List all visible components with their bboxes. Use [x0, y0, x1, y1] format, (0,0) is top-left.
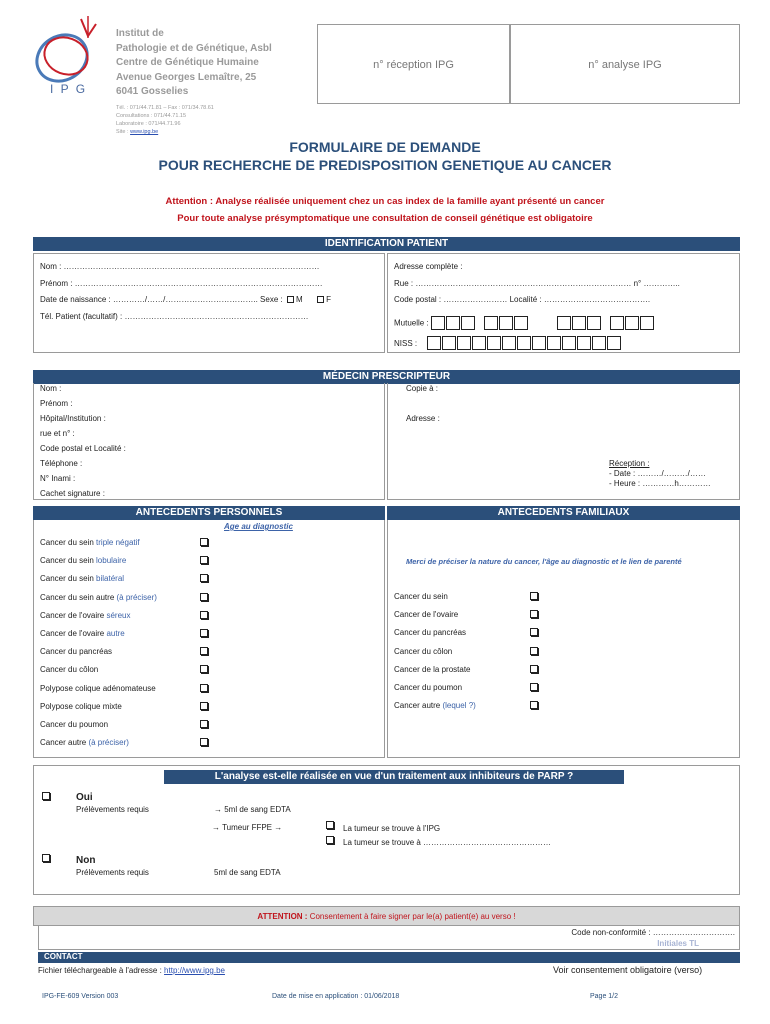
warning-line1: Attention : Analyse réalisée uniquement chez un cas index de la famille ayant présenté un cancer: [165, 196, 605, 207]
patient-tel-field[interactable]: Tél. Patient (facultatif) : ……………………………………………………………: [40, 312, 309, 321]
attention-text: Consentement à faire signer par le(a) patient(e) au verso !: [307, 912, 516, 921]
personnel-item: Cancer du sein bilatéral: [40, 574, 125, 584]
fichier-line: Fichier téléchargeable à l'adresse : http://www.ipg.be: [38, 966, 225, 975]
medecin-cachet-field[interactable]: Cachet signature :: [40, 489, 105, 498]
contact-block: [116, 104, 214, 136]
reception-stamp: [609, 459, 711, 489]
page-number: Page 1/2: [590, 993, 619, 1000]
personnel-item: Cancer de l'ovaire autre: [40, 629, 125, 638]
familial-checkbox[interactable]: [530, 665, 538, 673]
personnel-item: Cancer du pancréas: [40, 647, 113, 657]
fichier-link[interactable]: http://www.ipg.be: [164, 966, 225, 975]
tumeur-autre-field[interactable]: La tumeur se trouve à …………………………………………: [343, 838, 552, 847]
medecin-right-panel: [387, 383, 740, 500]
reception-label: n° réception IPG: [373, 59, 454, 71]
personnels-panel: [33, 520, 385, 758]
patient-codepostal-field[interactable]: Code postal : …………………… Localité : ………………………………….: [394, 295, 651, 304]
non-conformite-box: [38, 926, 740, 950]
institute-line: Pathologie et de Génétique, Asbl: [116, 42, 272, 54]
personnels-header: ANTECEDENTS PERSONNELS: [33, 506, 385, 520]
familial-item: Cancer autre (lequel ?): [394, 701, 476, 711]
familial-checkbox[interactable]: [530, 701, 538, 709]
contact-line: Laboratoire : 071/44.71.96: [116, 121, 181, 127]
warning-block: [0, 193, 770, 227]
personnel-item: Polypose colique adénomateuse: [40, 683, 156, 693]
familial-item: Cancer du sein: [394, 592, 448, 601]
institute-line: Institut de: [116, 28, 164, 39]
oui-sang: → 5ml de sang EDTA: [214, 805, 291, 814]
familial-item: Cancer de la prostate: [394, 664, 471, 674]
medecin-rue-field[interactable]: rue et n° :: [40, 429, 75, 438]
copie-adresse-field[interactable]: Adresse :: [406, 414, 440, 423]
institute-block: [116, 27, 272, 100]
personnel-item: Cancer autre (à préciser): [40, 738, 129, 748]
medecin-telephone-field[interactable]: Téléphone :: [40, 459, 83, 468]
date-application: Date de mise en application : 01/06/2018: [272, 993, 400, 1000]
warning-line2: Pour toute analyse présymptomatique une consultation de conseil génétique est obligatoire: [177, 213, 593, 224]
mutuelle-field[interactable]: Mutuelle :: [394, 316, 663, 330]
tumeur-ffpe: → Tumeur FFPE →: [212, 823, 283, 832]
contact-header: CONTACT: [38, 952, 740, 963]
personnel-item: Cancer du poumon: [40, 720, 109, 729]
personnel-checkbox[interactable]: [200, 647, 208, 655]
personnel-checkbox[interactable]: [200, 738, 208, 746]
analyse-label: n° analyse IPG: [588, 59, 662, 71]
niss-field[interactable]: NISS :: [394, 336, 622, 350]
personnel-checkbox[interactable]: [200, 556, 208, 564]
personnel-item: Cancer du sein autre (à préciser): [40, 592, 157, 602]
familial-checkbox[interactable]: [530, 683, 538, 691]
analyse-box: [510, 24, 740, 104]
personnel-checkbox[interactable]: [200, 665, 208, 673]
patient-adresse-label: Adresse complète :: [394, 262, 463, 271]
contact-line: Tél. : 071/44.71.81 – Fax : 071/34.78.61: [116, 105, 214, 111]
site-line: Site : www.ipg.be: [116, 129, 159, 135]
reception-date[interactable]: - Date : ………/………/……: [609, 469, 706, 478]
personnel-checkbox[interactable]: [200, 720, 208, 728]
personnel-checkbox[interactable]: [200, 538, 208, 546]
attention-banner: [33, 906, 740, 926]
non-checkbox[interactable]: [42, 854, 50, 862]
tumeur-ipg-label: La tumeur se trouve à l'IPG: [343, 824, 441, 833]
attention-bold: ATTENTION :: [257, 912, 308, 921]
institute-line: Centre de Génétique Humaine: [116, 57, 259, 68]
familial-checkbox[interactable]: [530, 628, 538, 636]
contact-line: Consultations : 071/44.71.15: [116, 113, 187, 119]
non-conformite-field[interactable]: Code non-conformité : ………………………….: [571, 928, 735, 937]
reception-title: Réception :: [609, 459, 650, 468]
familial-checkbox[interactable]: [530, 647, 538, 655]
medecin-prenom-field[interactable]: Prénom :: [40, 399, 73, 408]
parp-panel: [33, 765, 740, 895]
familial-item: Cancer de l'ovaire: [394, 610, 459, 620]
personnel-checkbox[interactable]: [200, 702, 208, 710]
familiaux-note: Merci de préciser la nature du cancer, l'âge au diagnostic et le lien de parenté: [406, 557, 682, 566]
patient-nom-field[interactable]: Nom : ……………………………………………………………………………………: [40, 262, 320, 271]
site-link[interactable]: www.ipg.be: [130, 129, 159, 135]
patient-naissance-field[interactable]: Date de naissance : …………/……/…………………………….. Sexe : M F: [40, 295, 331, 304]
patient-left-panel: [33, 253, 385, 353]
personnel-item: Cancer du sein lobulaire: [40, 556, 127, 566]
sexe-m-checkbox[interactable]: [287, 296, 294, 303]
patient-rue-field[interactable]: Rue : ……………………………………………………………………… n° …………..: [394, 279, 680, 288]
patient-right-panel: [387, 253, 740, 353]
non-label: Non: [76, 855, 96, 866]
medecin-hopital-field[interactable]: Hôpital/Institution :: [40, 414, 106, 423]
consentement-note: Voir consentement obligatoire (verso): [553, 965, 703, 975]
personnel-checkbox[interactable]: [200, 574, 208, 582]
non-prelevements: Prélèvements requis: [76, 868, 149, 877]
personnel-item: Cancer du côlon: [40, 665, 99, 675]
oui-checkbox[interactable]: [42, 792, 50, 800]
title-line1: FORMULAIRE DE DEMANDE: [289, 139, 481, 155]
logo: [26, 14, 106, 98]
institute-line: 6041 Gosselies: [116, 86, 189, 97]
copie-field[interactable]: Copie à :: [406, 384, 439, 393]
personnel-item: Polypose colique mixte: [40, 701, 122, 711]
reception-box: [317, 24, 510, 104]
sexe-f-checkbox[interactable]: [317, 296, 324, 303]
medecin-codepostal-field[interactable]: Code postal et Localité :: [40, 444, 126, 453]
parp-header: L'analyse est-elle réalisée en vue d'un traitement aux inhibiteurs de PARP ?: [164, 770, 624, 784]
personnel-item: Cancer du sein triple négatif: [40, 538, 140, 547]
medecin-inami-field[interactable]: N° Inami :: [40, 474, 76, 483]
version-label: IPG-FE-609 Version 003: [42, 993, 119, 1000]
age-diagnostic-label: Age au diagnostic: [224, 522, 293, 531]
familial-item: Cancer du pancréas: [394, 628, 467, 638]
patient-header: IDENTIFICATION PATIENT: [33, 237, 740, 251]
initiales-field[interactable]: Initiales TL: [657, 939, 699, 948]
patient-prenom-field[interactable]: Prénom : …………………………………………………………………………………: [40, 279, 323, 288]
personnel-checkbox[interactable]: [200, 684, 208, 692]
familial-checkbox[interactable]: [530, 610, 538, 618]
personnel-checkbox[interactable]: [200, 593, 208, 601]
non-sang: 5ml de sang EDTA: [214, 868, 281, 877]
form-title: [0, 138, 770, 174]
oui-prelevements: Prélèvements requis: [76, 805, 149, 814]
familial-item: Cancer du côlon: [394, 646, 453, 656]
medecin-nom-field[interactable]: Nom :: [40, 384, 62, 393]
title-line2: POUR RECHERCHE DE PREDISPOSITION GENETIQUE AU CANCER: [158, 157, 612, 173]
medecin-left-panel: [33, 383, 385, 500]
tumeur-ipg-checkbox[interactable]: [326, 821, 334, 829]
familiaux-header: ANTECEDENTS FAMILIAUX: [387, 506, 740, 520]
personnel-item: Cancer de l'ovaire séreux: [40, 610, 131, 620]
familial-item: Cancer du poumon: [394, 683, 463, 692]
tumeur-autre-checkbox[interactable]: [326, 836, 334, 844]
institute-line: Avenue Georges Lemaître, 25: [116, 71, 257, 83]
logo-text: I P G: [50, 82, 88, 96]
personnel-checkbox[interactable]: [200, 611, 208, 619]
medecin-header: MÉDECIN PRESCRIPTEUR: [33, 370, 740, 384]
oui-label: Oui: [76, 792, 93, 803]
personnel-checkbox[interactable]: [200, 629, 208, 637]
familial-checkbox[interactable]: [530, 592, 538, 600]
reception-heure[interactable]: - Heure : …………h…………: [609, 479, 711, 488]
familiaux-panel: [387, 520, 740, 758]
